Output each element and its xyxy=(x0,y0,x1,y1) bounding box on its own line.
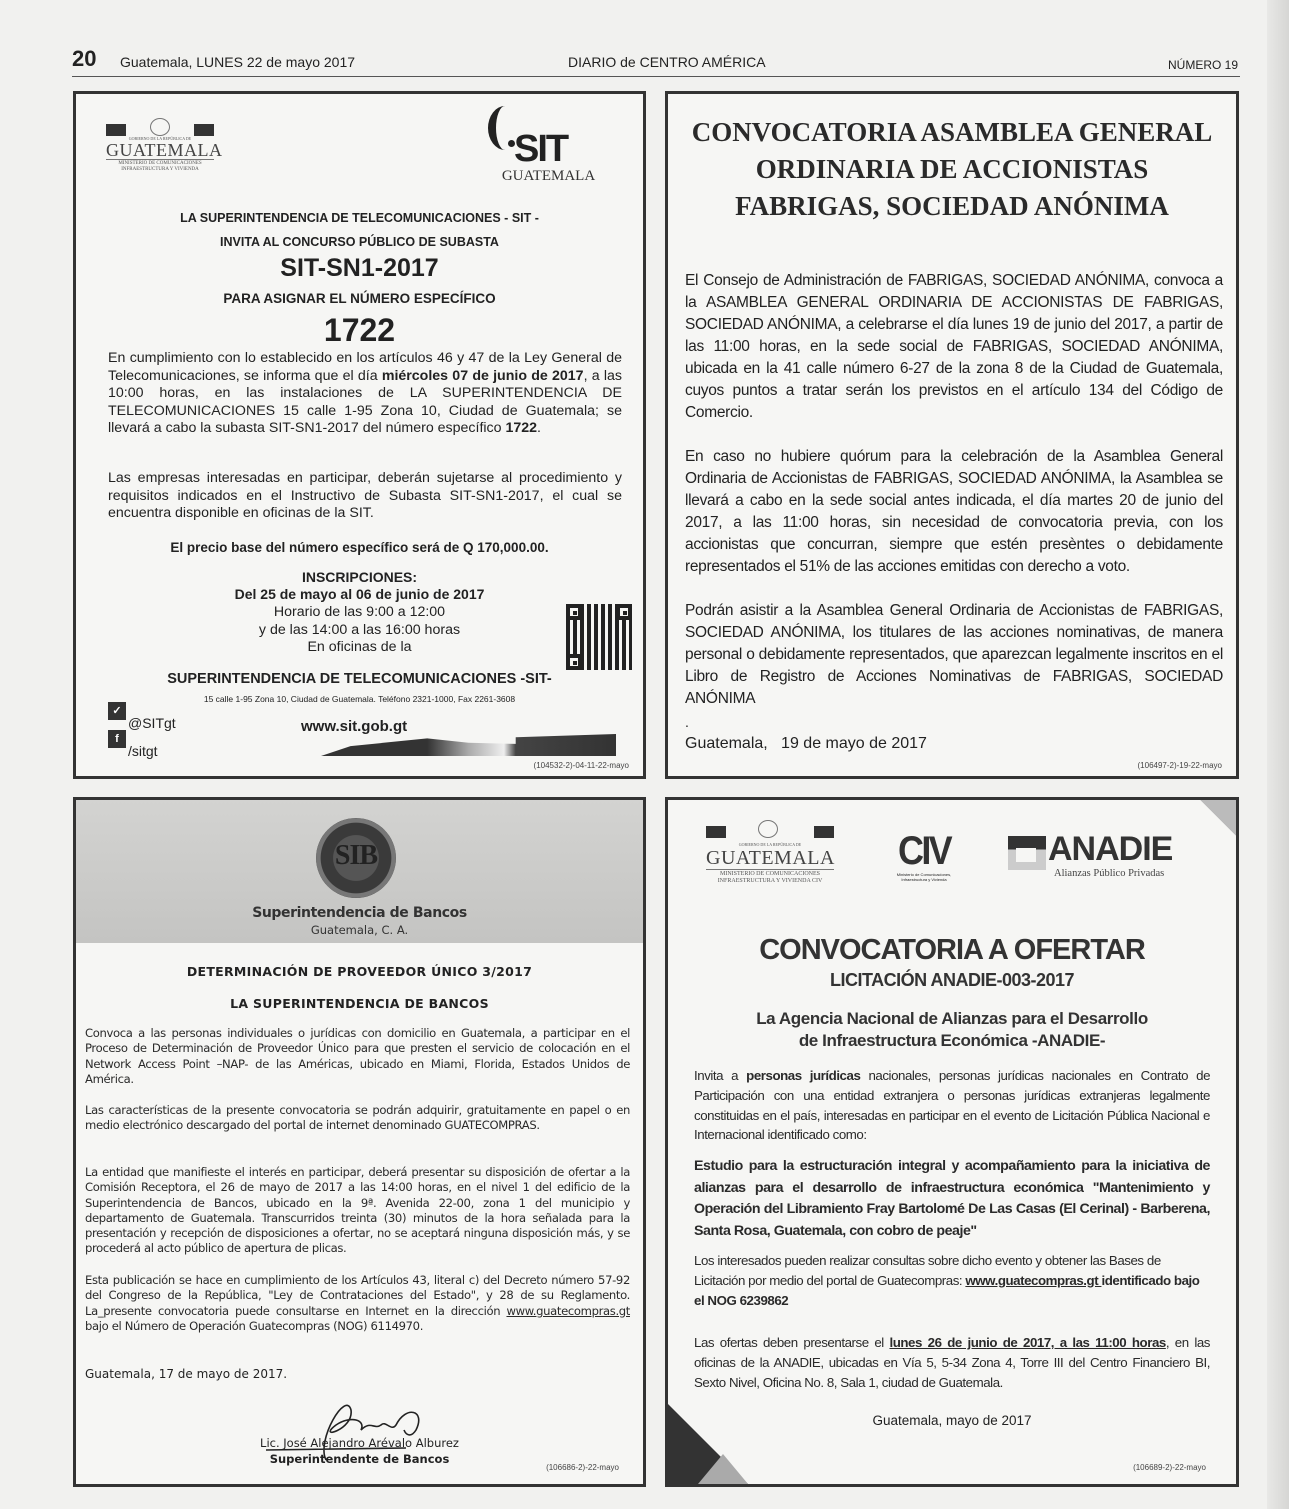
gov-logo-top: GOBIERNO DE LA REPÚBLICA DE xyxy=(738,842,802,847)
sit-heading-2: INVITA AL CONCURSO PÚBLICO DE SUBASTA xyxy=(220,235,499,249)
sit-logo-word: SIT xyxy=(514,128,568,170)
signer-name: Lic. José Alejandro Arévalo Alburez xyxy=(260,1436,459,1450)
civ-logo-sub: Ministerio de Comunicaciones, Infraestructura y Vivienda xyxy=(896,872,952,882)
sit-paragraph-1 xyxy=(108,350,622,438)
sib-p4-text-a: Esta publicación se hace en cumplimiento de los Artículos 43, literal c) del Decreto número 57-92 del Congreso de la República, "Ley de Contrataciones del Estado", y 28 de su Reglamento. La_presente convocatoria puede consultarse en Internet en la dirección xyxy=(85,1273,630,1318)
office-hours xyxy=(76,604,643,657)
anadie-p1-text-c: nacionales, personas jurídicas nacionales en Contrato de Participación con una entidad extranjera o personas jurídicas extranjeras legalmente constituidas en el país, interesadas en participar en el evento de Licitación Pública Nacional e Internacional identificado como: xyxy=(694,1068,1211,1143)
anadie-subtitle: LICITACIÓN ANADIE-003-2017 xyxy=(829,970,1075,990)
sit-p1-text-a: En cumplimiento con lo establecido en los artículos 46 y 47 de la Ley General de Telecomunicaciones, se informa que el día xyxy=(108,350,622,384)
registration-dates: Del 25 de mayo al 06 de junio de 2017 xyxy=(234,586,485,602)
fabrigas-title xyxy=(668,114,1236,225)
sit-paragraph-2: Las empresas interesadas en participar, deberán sujetarse al procedimiento y requisitos indicados en el Instructivo de Subasta SIT-SN1-2017, el cual se encuentra disponible en oficinas de la SIT. xyxy=(108,470,622,521)
ad-reference: (106497-2)-19-22-mayo xyxy=(1137,761,1222,770)
twitter-icon[interactable]: ✓ xyxy=(108,702,126,720)
anadie-agency xyxy=(668,1008,1236,1052)
sit-p1-number: 1722 xyxy=(505,420,538,436)
gov-logo-name: GUATEMALA xyxy=(106,140,223,160)
anadie-map-icon xyxy=(1008,836,1046,870)
base-price: El precio base del número específico será de Q 170,000.00. xyxy=(170,540,549,555)
sib-paragraph-4 xyxy=(85,1273,630,1334)
civ-logo-word: CIV xyxy=(898,829,950,873)
facebook-handle[interactable]: /sitgt xyxy=(128,743,158,759)
ad-anadie xyxy=(665,797,1239,1487)
ad-reference: (106689-2)-22-mayo xyxy=(1133,1463,1206,1472)
ad-reference: (104532-2)-04-11-22-mayo xyxy=(533,761,629,770)
twitter-handle[interactable]: @SITgt xyxy=(128,715,176,731)
fabrigas-title-2: ORDINARIA DE ACCIONISTAS xyxy=(755,154,1149,184)
anadie-p4-text-a: Las ofertas deben presentarse el xyxy=(694,1335,890,1350)
coat-of-arms-icon xyxy=(150,118,170,136)
signer-role: Superintendente de Bancos xyxy=(269,1452,450,1466)
page-number: 20 xyxy=(72,46,97,71)
anadie-title: CONVOCATORIA A OFERTAR xyxy=(759,934,1145,966)
guatecompras-link[interactable]: www.guatecompras.gt xyxy=(506,1303,630,1318)
sib-p4-text-b: bajo el Número de Operación Guatecompras (NOG) 6114970. xyxy=(85,1318,424,1333)
gov-logo-sub: MINISTERIO DE COMUNICACIONES INFRAESTRUCTURA Y VIVIENDA CIV xyxy=(706,869,834,885)
sib-heading-1: DETERMINACIÓN DE PROVEEDOR ÚNICO 3/2017 xyxy=(186,964,533,979)
fabrigas-dot: . xyxy=(685,714,689,730)
agency-line-1: La Agencia Nacional de Alianzas para el Desarrollo xyxy=(756,1009,1148,1028)
page-edge xyxy=(1267,0,1289,1509)
sit-logo xyxy=(486,106,601,186)
gov-logo-name: GUATEMALA xyxy=(706,847,835,869)
ad-fabrigas xyxy=(665,91,1239,779)
sib-seal-logo xyxy=(316,818,396,898)
sit-heading-1: LA SUPERINTENDENCIA DE TELECOMUNICACIONES - SIT - xyxy=(180,211,539,225)
guatecompras-link[interactable]: www.guatecompras.gt xyxy=(965,1272,1102,1288)
anadie-p3-text-a: Los interesados pueden realizar consultas sobre dicho evento y obtener las Bases de Licitación por medio del portal de Guatecompras: xyxy=(694,1253,1161,1288)
sib-heading-2: LA SUPERINTENDENCIA DE BANCOS xyxy=(230,996,489,1011)
sib-paragraph-2: Las características de la presente convocatoria se podrán adquirir, gratuitamente en papel o en medio electrónico descargado del portal de internet denominado GUATECOMPRAS. xyxy=(85,1103,630,1133)
fabrigas-title-1: CONVOCATORIA ASAMBLEA GENERAL xyxy=(691,117,1213,147)
ad-sit xyxy=(73,91,646,779)
qr-code[interactable] xyxy=(566,604,632,670)
auction-code: SIT-SN1-2017 xyxy=(280,254,439,282)
anadie-p1-text-a: Invita a xyxy=(694,1068,747,1083)
fabrigas-paragraph-2: En caso no hubiere quórum para la celebración de la Asamblea General Ordinaria de Accionistas de FABRIGAS, SOCIEDAD ANÓNIMA, la Asamblea se llevará a cabo en la sede social antes indicada, el día martes 20 de junio del 2017, a las 11:00 horas, sin necesidad de convocatoria previa, con los accionistas que concurran, siempre que estén presèntes o debidamente representados el 51% de las acciones emitidas con derecho a voto. xyxy=(685,448,1223,575)
decorative-swoosh xyxy=(321,734,616,756)
sib-seal-text: SIB xyxy=(334,840,378,871)
registration-title: INSCRIPCIONES: xyxy=(301,569,418,585)
sib-org-name: Superintendencia de Bancos xyxy=(252,905,467,921)
civ-logo xyxy=(886,830,962,890)
anadie-date: Guatemala, mayo de 2017 xyxy=(872,1413,1032,1428)
sit-p1-end: . xyxy=(537,420,541,436)
anadie-p4-text-c: , en las oficinas de la ANADIE, ubicadas en Vía 5, 5-34 Zona 4, Torre III del Centro Financiero BI, Sexto Nivel, Oficina No. 8, Sala 1, ciudad de Guatemala. xyxy=(694,1335,1210,1390)
anadie-logo-word: ANADIE xyxy=(1048,830,1173,868)
sit-logo-sub: GUATEMALA xyxy=(501,168,596,184)
gov-logo-sub: MINISTERIO DE COMUNICACIONES INFRAESTRUCTURA Y VIVIENDA xyxy=(106,159,214,173)
anadie-logo xyxy=(1008,830,1208,880)
sib-org-location: Guatemala, C. A. xyxy=(310,923,409,937)
anadie-paragraph-3 xyxy=(694,1251,1210,1310)
sib-paragraph-1: Convoca a las personas individuales o jurídicas con domicilio en Guatemala, a participar en el Proceso de Determinación de Proveedor Único para que presten el servicio de colocación en el Network Access Point –NAP- de las Américas, ubicado en Miami, Florida, Estados Unidos de América. xyxy=(85,1026,630,1086)
hours-line-2: y de las 14:00 a las 16:00 horas xyxy=(258,621,461,638)
fabrigas-paragraph-3: Podrán asistir a la Asamblea General Ordinaria de Accionistas de FABRIGAS, SOCIEDAD ANÓNIMA, los titulares de las acciones nominativas, de manera personal o debidamente representados, que aparezcan legalmente inscritos en el Libro de Registro de Acciones Nominativas de FABRIGAS, SOCIEDAD ANÓNIMA xyxy=(685,602,1223,707)
hours-line-1: Horario de las 9:00 a 12:00 xyxy=(273,604,446,620)
facebook-icon[interactable]: f xyxy=(108,730,126,748)
anadie-paragraph-1 xyxy=(694,1066,1210,1145)
sit-address: 15 calle 1-95 Zona 10, Ciudad de Guatemala. Teléfono 2321-1000, Fax 2261-3608 xyxy=(203,694,516,704)
sit-p1-text-c: , a las 10:00 horas, en las instalaciones de LA SUPERINTENDENCIA DE TELECOMUNICACIONES 15 calle 1-95 Zona 10, Ciudad de Guatemala; se llevará a cabo la subasta SIT-SN1-2017 del número específico xyxy=(108,367,623,436)
masthead: DIARIO de CENTRO AMÉRICA xyxy=(568,54,766,70)
coat-of-arms-icon xyxy=(758,820,778,838)
ad-sib xyxy=(73,797,646,1487)
specific-number: 1722 xyxy=(323,312,396,348)
gov-logo-top: GOBIERNO DE LA REPÚBLICA DE xyxy=(128,136,192,141)
anadie-p1-bold: personas jurídicas xyxy=(746,1068,861,1083)
fabrigas-date: Guatemala, 19 de mayo de 2017 xyxy=(685,735,927,752)
anadie-nog: identificado bajo el NOG 6239862 xyxy=(694,1272,1200,1308)
sib-date: Guatemala, 17 de mayo de 2017. xyxy=(85,1367,288,1381)
sit-p1-date: miércoles 07 de junio de 2017 xyxy=(381,367,584,384)
sit-heading-3: PARA ASIGNAR EL NÚMERO ESPECÍFICO xyxy=(223,291,496,306)
anadie-paragraph-4 xyxy=(694,1333,1210,1392)
sit-website-link[interactable]: www.sit.gob.gt xyxy=(301,718,408,735)
anadie-paragraph-2: Estudio para la estructuración integral y acompañamiento para la iniciativa de alianzas para el desarrollo de infraestructura económica "Mantenimiento y Operación del Libramiento Fray Bartolomé De Las Casas (El Cerinal) - Barberena, Santa Rosa, Guatemala, con cobro de peaje" xyxy=(694,1158,1210,1239)
registration-block xyxy=(76,569,643,603)
fabrigas-title-3: FABRIGAS, SOCIEDAD ANÓNIMA xyxy=(735,191,1169,221)
anadie-deadline: lunes 26 de junio de 2017, a las 11:00 horas xyxy=(889,1335,1166,1350)
guatemala-government-logo xyxy=(706,820,834,895)
hours-line-3: En oficinas de la xyxy=(307,639,412,655)
page-date: Guatemala, LUNES 22 de mayo 2017 xyxy=(120,54,356,70)
guatemala-government-logo xyxy=(106,118,223,184)
ad-reference: (106686-2)-22-mayo xyxy=(546,1463,619,1472)
issue-number: NÚMERO 19 xyxy=(1167,58,1238,72)
agency-line-2: de Infraestructura Económica -ANADIE- xyxy=(798,1031,1106,1050)
sit-org-name: SUPERINTENDENCIA DE TELECOMUNICACIONES -SIT- xyxy=(167,671,552,687)
sib-paragraph-3: La entidad que manifieste el interés en participar, deberá presentar su disposición de ofertar a la Comisión Receptora, el 26 de mayo de 2017 a las 14:00 horas, en el nivel 1 del edificio de la Superintendencia de Bancos, ubicado en la 9ª. Avenida 22-00, zona 1 del municipio y departamento de Guatemala. Transcurridos treinta (30) minutos de la hora señalada para la presentación y recepción de disposiciones a ofertar, no se aceptará ninguna disposición más, y se procederá al acto público de apertura de plicas. xyxy=(85,1165,630,1256)
page-header xyxy=(72,46,1240,77)
fabrigas-paragraph-1: El Consejo de Administración de FABRIGAS, SOCIEDAD ANÓNIMA, convoca a la ASAMBLEA GENERAL ORDINARIA DE ACCIONISTAS DE FABRIGAS, SOCIEDAD ANÓNIMA, a celebrarse el día lunes 19 de junio del 2017, a partir de las 11:00 horas, en la sede social de FABRIGAS, SOCIEDAD ANÓNIMA, ubicada en la 41 calle número 6-27 de la zona 8 de la Ciudad de Guatemala, cuyos puntos a tratar serán los previstos en el artículo 134 del Código de Comercio. xyxy=(685,272,1223,421)
decorative-corner xyxy=(1200,800,1236,836)
anadie-logo-sub: Alianzas Público Privadas xyxy=(1054,868,1165,879)
